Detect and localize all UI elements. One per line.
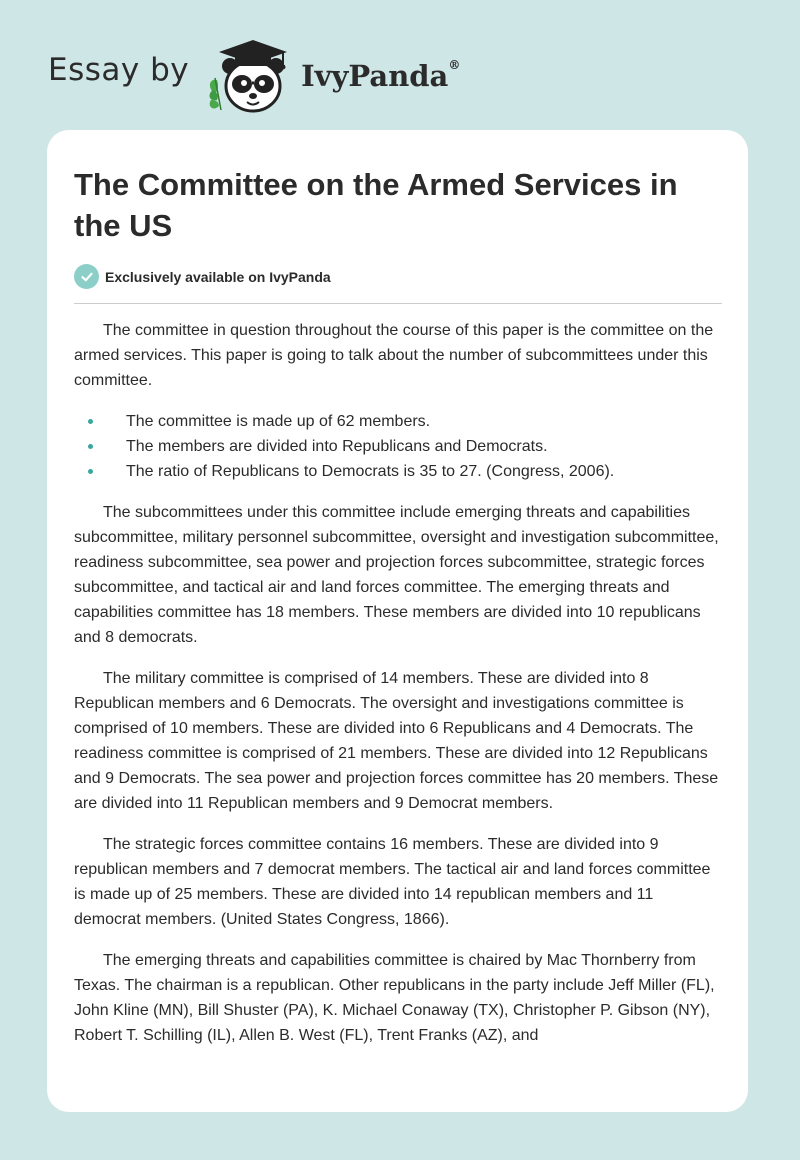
body-paragraph: The emerging threats and capabilities committee is chaired by Mac Thornberry from Texas. The chairman is a republican. Other republicans in the party include Jeff Miller (FL), John Kline (MN), Bill Shuster (PA), K. Michael Conaway (TX), Christopher P. Gibson (NY), Robert T. Schilling (IL), Allen B. West (FL), Trent Franks (AZ), and bbox=[74, 952, 715, 1044]
bullet-icon bbox=[88, 444, 93, 449]
intro-paragraph: The committee in question throughout the course of this paper is the committee on the armed services. This paper is going to talk about the number of subcommittees under this committee. bbox=[74, 322, 714, 389]
site-header bbox=[48, 34, 508, 114]
trademark-symbol: ® bbox=[448, 58, 461, 73]
list-item bbox=[74, 459, 724, 484]
list-item-text: The members are divided into Republicans and Democrats. bbox=[126, 438, 548, 455]
body-paragraph: The subcommittees under this committee include emerging threats and capabilities subcommittee, military personnel subcommittee, oversight and investigation subcommittee, readiness subcommittee, sea power and projection forces subcommittee, strategic forces subcommittee, and tactical air and land forces committee. The emerging threats and capabilities committee has 18 members. These members are divided into 10 republicans and 8 democrats. bbox=[74, 504, 719, 646]
exclusive-label: Exclusively available on IvyPanda bbox=[105, 268, 331, 285]
check-icon bbox=[74, 264, 99, 289]
list-item bbox=[74, 434, 724, 459]
brand-name[interactable]: IvyPanda® bbox=[301, 58, 461, 93]
list-item bbox=[74, 409, 724, 434]
body-paragraph: The strategic forces committee contains 16 members. These are divided into 9 republican members and 7 democrat members. The tactical air and land forces committee is made up of 25 members. These are divided into 14 republican members and 11 democrat members. (United States Congress, 1866). bbox=[74, 836, 711, 928]
facts-list bbox=[74, 409, 724, 484]
exclusive-badge bbox=[74, 264, 331, 289]
bullet-icon bbox=[88, 469, 93, 474]
body-paragraph: The military committee is comprised of 14 members. These are divided into 8 Republican members and 6 Democrats. The oversight and investigations committee is comprised of 10 members. These are divided into 6 Republicans and 4 Democrats. The readiness committee is comprised of 21 members. These are divided into 12 Republicans and 9 Democrats. The sea power and projection forces committee has 20 members. These are divided into 11 Republican members and 9 Democrat members. bbox=[74, 670, 719, 812]
divider bbox=[74, 303, 722, 304]
list-item-text: The ratio of Republicans to Democrats is 35 to 27. (Congress, 2006). bbox=[126, 463, 615, 480]
essay-body bbox=[74, 318, 724, 1064]
essay-by-label: Essay by bbox=[48, 52, 190, 88]
bullet-icon bbox=[88, 419, 93, 424]
panda-graduate-icon[interactable] bbox=[203, 34, 295, 114]
list-item-text: The committee is made up of 62 members. bbox=[126, 413, 431, 430]
page-title: The Committee on the Armed Services in the US bbox=[74, 167, 678, 243]
essay-card bbox=[47, 130, 748, 1112]
